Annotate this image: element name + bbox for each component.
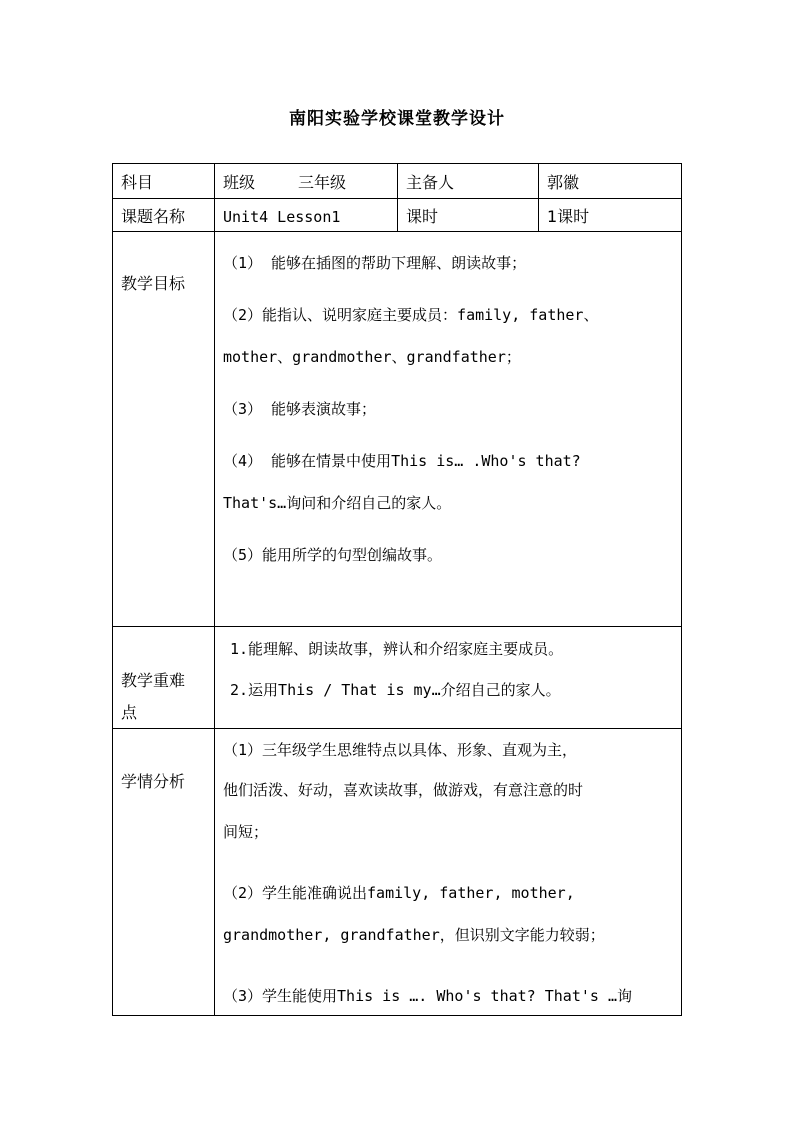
objective-line: （1） 能够在插图的帮助下理解、朗读故事； [223, 254, 527, 272]
analysis-line: grandmother, grandfather，但识别文字能力较弱； [223, 926, 605, 944]
analysis-line: （3）学生能使用This is …. Who's that? That's …询 [223, 987, 632, 1005]
column-divider [214, 163, 215, 1015]
topic-label: 课题名称 [121, 207, 186, 226]
analysis-line: （1）三年级学生思维特点以具体、形象、直观为主， [223, 741, 578, 759]
document-title: 南阳实验学校课堂教学设计 [289, 109, 505, 129]
objective-line: That's…询问和介绍自己的家人。 [223, 494, 452, 512]
analysis-line: （2）学生能准确说出family, father, mother, [223, 884, 575, 902]
analysis-line: 间短； [223, 823, 269, 841]
objective-line: （2）能指认、说明家庭主要成员：family, father、 [223, 306, 599, 324]
grade-value: 三年级 [298, 173, 347, 192]
lead-name: 郭徽 [547, 173, 580, 192]
column-divider [397, 163, 398, 232]
analysis-label: 学情分析 [121, 772, 186, 791]
row-divider [112, 626, 681, 627]
column-divider [538, 163, 539, 232]
objective-line: （5）能用所学的句型创编故事。 [223, 546, 443, 564]
key-point-line: 1.能理解、朗读故事，辨认和介绍家庭主要成员。 [230, 640, 564, 658]
hours-label: 课时 [406, 207, 439, 226]
class-label: 班级 [223, 173, 256, 192]
lead-label: 主备人 [406, 173, 455, 192]
objective-line: mother、grandmother、grandfather； [223, 348, 521, 366]
subject-label: 科目 [121, 173, 154, 192]
objective-line: （4） 能够在情景中使用This is… .Who's that? [223, 452, 581, 470]
objective-line: （3） 能够表演故事； [223, 400, 377, 418]
key-points-label-cont: 点 [121, 703, 138, 722]
hours-value: 1课时 [547, 207, 590, 226]
key-point-line: 2.运用This / That is my…介绍自己的家人。 [230, 681, 561, 699]
objectives-label: 教学目标 [121, 274, 186, 293]
topic-value: Unit4 Lesson1 [223, 208, 341, 226]
analysis-line: 他们活泼、好动，喜欢读故事，做游戏，有意注意的时 [223, 781, 584, 799]
row-divider [112, 728, 681, 729]
key-points-label: 教学重难 [121, 671, 186, 690]
